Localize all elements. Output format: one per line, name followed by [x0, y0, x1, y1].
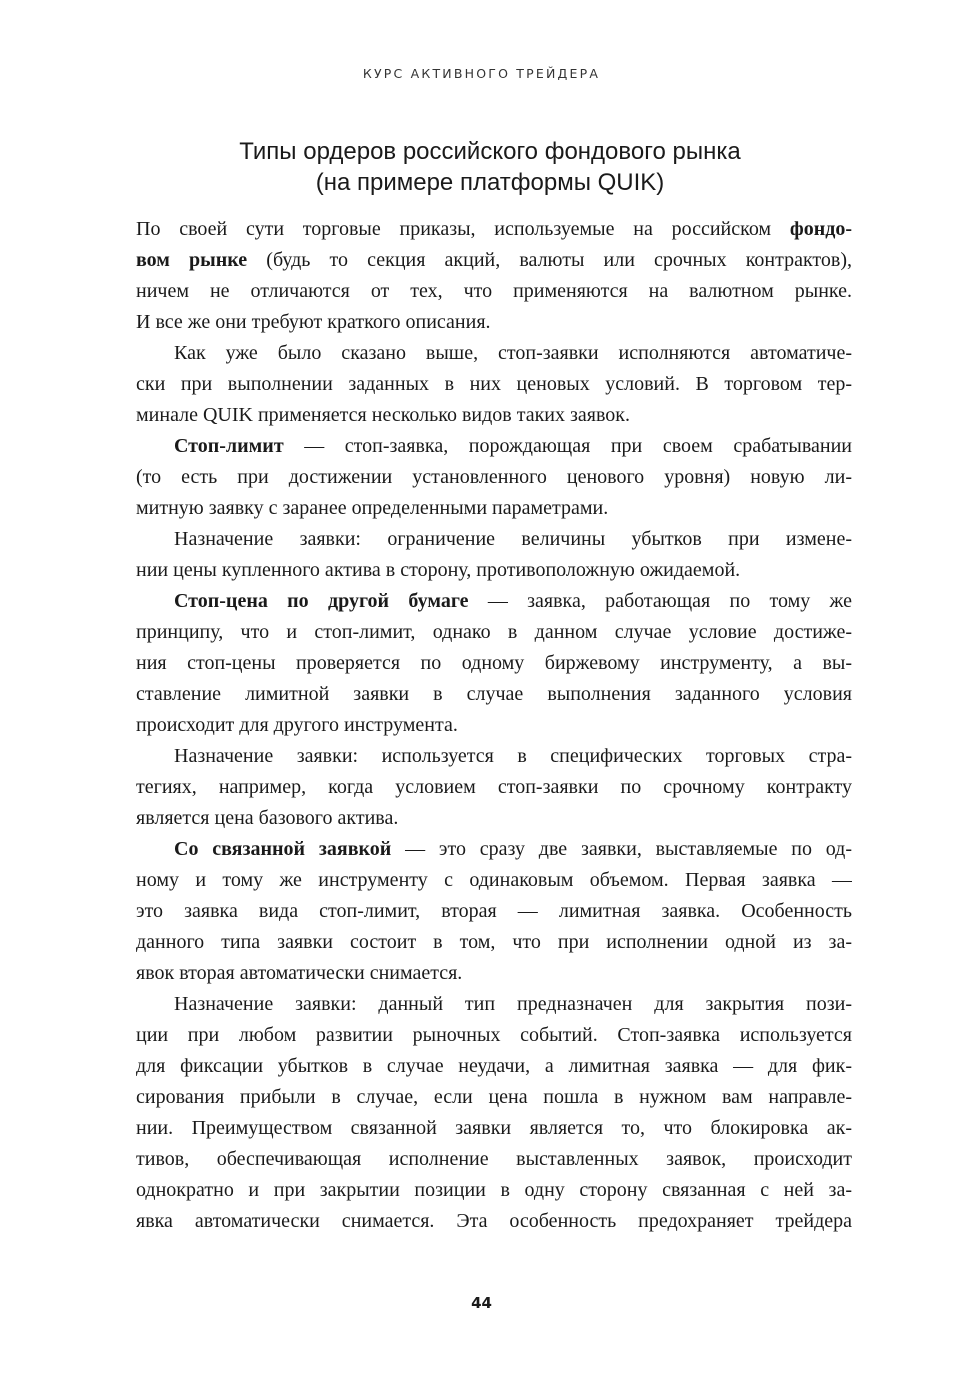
- text-line: [136, 1082, 852, 1113]
- text-line: [136, 834, 852, 865]
- text-run: ски при выполнении заданных в них ценовых условий. В торговом тер-: [136, 373, 852, 395]
- text-run: Назначение заявки: ограничение величины убытков при измене-: [174, 528, 852, 550]
- text-line: [136, 989, 852, 1020]
- text-run: для фиксации убытков в случае неудачи, а лимитная заявка — для фик-: [136, 1055, 852, 1077]
- text-line: [136, 927, 852, 958]
- text-run: минале QUIK применяется несколько видов таких заявок.: [136, 404, 630, 426]
- text-run: ничем не отличаются от тех, что применяются на валютном рынке.: [136, 280, 852, 302]
- text-line: [136, 803, 852, 834]
- paragraph: [136, 989, 852, 1237]
- text-line: [136, 710, 852, 741]
- text-run: явка автоматически снимается. Эта особенность предохраняет трейдера: [136, 1210, 852, 1232]
- text-line: [136, 1020, 852, 1051]
- paragraph: [136, 524, 852, 586]
- text-line: [136, 338, 852, 369]
- text-line: [136, 772, 852, 803]
- text-run: данного типа заявки состоит в том, что при исполнении одной из за-: [136, 931, 852, 953]
- section-title-line-1: Типы ордеров российского фондового рынка: [239, 138, 741, 165]
- text-line: [136, 896, 852, 927]
- text-run: — стоп-заявка, порождающая при своем срабатывании: [283, 435, 852, 457]
- text-line: [136, 431, 852, 462]
- text-line: [136, 524, 852, 555]
- text-line: [136, 462, 852, 493]
- text-run: нии. Преимуществом связанной заявки является то, что блокировка ак-: [136, 1117, 852, 1139]
- page-number: 44: [471, 1294, 492, 1312]
- body-text: [136, 214, 852, 1237]
- text-line: [136, 1051, 852, 1082]
- text-run: явок вторая автоматически снимается.: [136, 962, 463, 984]
- text-line: [136, 493, 852, 524]
- term-bold: вом рынке: [136, 249, 248, 271]
- text-line: [136, 865, 852, 896]
- text-run: принципу, что и стоп-лимит, однако в данном случае условие достиже-: [136, 621, 852, 643]
- section-title: [140, 136, 840, 198]
- text-line: [136, 276, 852, 307]
- term-bold: Со связанной заявкой: [174, 838, 392, 860]
- text-run: нии цены купленного актива в сторону, противоположную ожидаемой.: [136, 559, 741, 581]
- text-run: является цена базового актива.: [136, 807, 399, 829]
- paragraph: [136, 214, 852, 338]
- text-run: Назначение заявки: данный тип предназначен для закрытия пози-: [174, 993, 852, 1015]
- term-bold: Стоп-цена по другой бумаге: [174, 590, 469, 612]
- text-run: ставление лимитной заявки в случае выполнения заданного условия: [136, 683, 852, 705]
- text-run: сирования прибыли в случае, если цена пошла в нужном вам направле-: [136, 1086, 852, 1108]
- text-run: (то есть при достижении установленного ценового уровня) новую ли-: [136, 466, 852, 488]
- text-line: [136, 369, 852, 400]
- text-line: [136, 1144, 852, 1175]
- paragraph: [136, 338, 852, 431]
- text-run: По своей сути торговые приказы, используемые на российском: [136, 218, 790, 240]
- text-run: ния стоп-цены проверяется по одному биржевому инструменту, а вы-: [136, 652, 852, 674]
- running-head: КУРС АКТИВНОГО ТРЕЙДЕРА: [362, 66, 601, 81]
- text-run: (будь то секция акций, валюты или срочных контрактов),: [247, 249, 852, 271]
- text-run: И все же они требуют краткого описания.: [136, 311, 491, 333]
- text-run: ному и тому же инструменту с одинаковым объемом. Первая заявка —: [136, 869, 852, 891]
- paragraph: [136, 834, 852, 989]
- text-run: — это сразу две заявки, выставляемые по од-: [391, 838, 852, 860]
- term-bold: Стоп-лимит: [174, 435, 284, 457]
- text-run: тегиях, например, когда условием стоп-заявки по срочному контракту: [136, 776, 852, 798]
- text-line: [136, 958, 852, 989]
- text-line: [136, 1113, 852, 1144]
- text-line: [136, 648, 852, 679]
- text-line: [136, 1206, 852, 1237]
- section-title-line-2: (на примере платформы QUIK): [315, 169, 665, 196]
- text-run: однократно и при закрытии позиции в одну сторону связанная с ней за-: [136, 1179, 852, 1201]
- term-bold: фондо-: [789, 218, 852, 240]
- text-run: ции при любом развитии рыночных событий. Стоп-заявка используется: [136, 1024, 852, 1046]
- text-run: это заявка вида стоп-лимит, вторая — лимитная заявка. Особенность: [136, 900, 852, 922]
- text-run: тивов, обеспечивающая исполнение выставленных заявок, происходит: [136, 1148, 852, 1170]
- text-line: [136, 1175, 852, 1206]
- text-line: [136, 555, 852, 586]
- text-run: происходит для другого инструмента.: [136, 714, 458, 736]
- text-run: — заявка, работающая по тому же: [468, 590, 852, 612]
- paragraph: [136, 586, 852, 741]
- text-line: [136, 400, 852, 431]
- text-run: Как уже было сказано выше, стоп-заявки исполняются автоматиче-: [174, 342, 852, 364]
- text-line: [136, 245, 852, 276]
- text-line: [136, 617, 852, 648]
- text-line: [136, 214, 852, 245]
- text-line: [136, 586, 852, 617]
- text-run: Назначение заявки: используется в специфических торговых стра-: [174, 745, 852, 767]
- paragraph: [136, 431, 852, 524]
- text-run: митную заявку с заранее определенными параметрами.: [136, 497, 609, 519]
- text-line: [136, 741, 852, 772]
- text-line: [136, 679, 852, 710]
- text-line: [136, 307, 852, 338]
- paragraph: [136, 741, 852, 834]
